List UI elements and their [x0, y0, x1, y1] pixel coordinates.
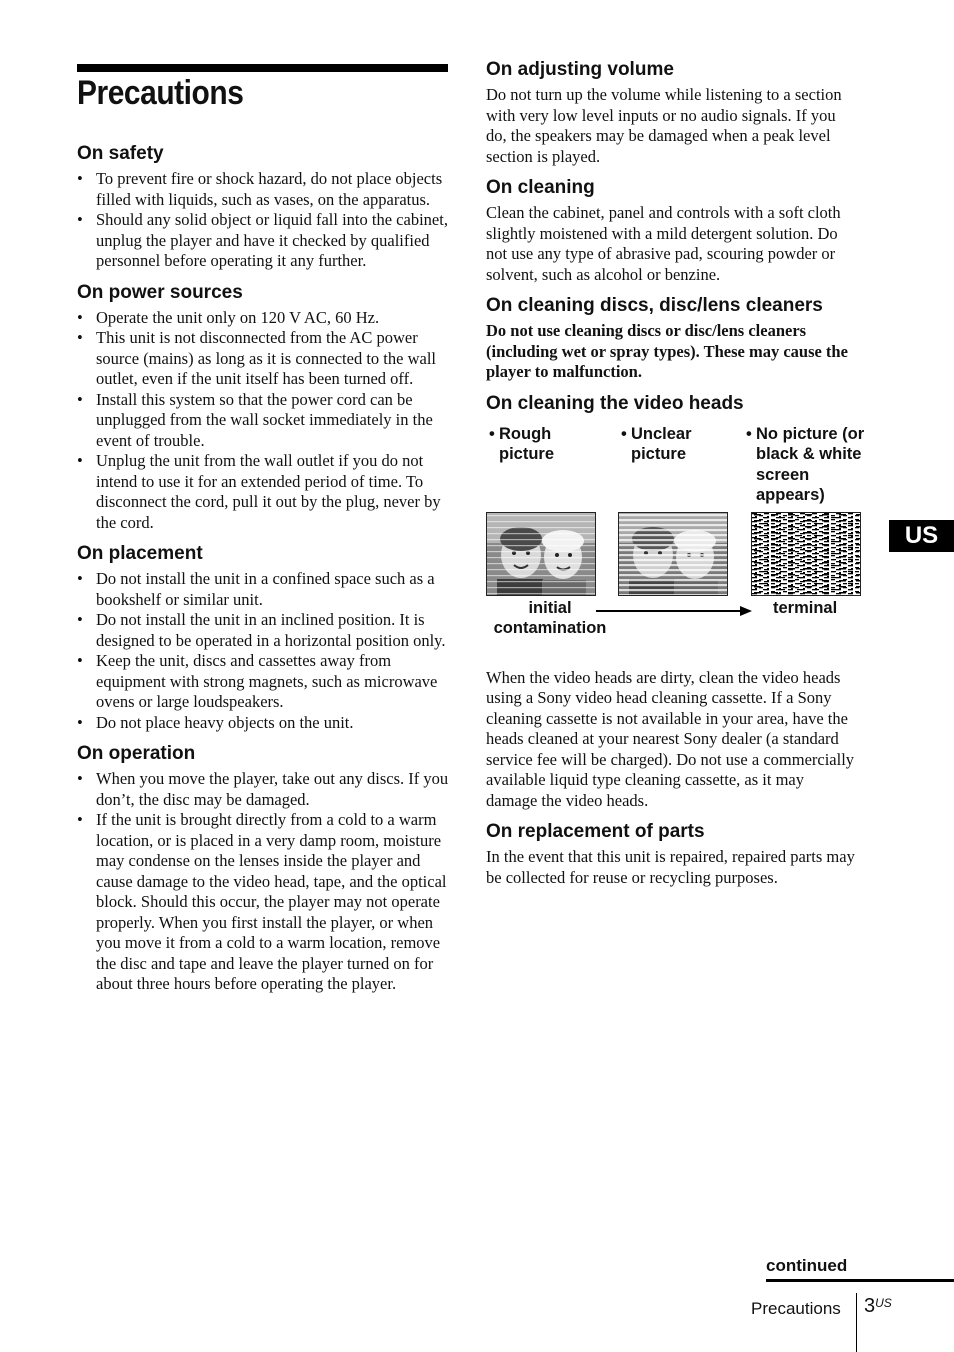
placement-heading: On placement	[77, 543, 203, 564]
section-volume	[486, 58, 856, 167]
page-number-suffix: US	[875, 1296, 892, 1310]
contamination-scale	[486, 596, 856, 646]
cleaning-heading: On cleaning	[486, 177, 595, 198]
video-heads-text: When the video heads are dirty, clean the video heads using a Sony video head cleaning cassette. If a Sony cleaning cassette is not available in your area, have the heads cleaned at your nearest Sony dealer (a standard service fee will be charged). Do not use a commercially available liquid type cleaning cassette, as it may damage the video heads.	[486, 667, 855, 810]
continued-label: continued	[766, 1256, 848, 1275]
list-item: • To prevent fire or shock hazard, do not place objects filled with liquids, such as vases, on the apparatus.	[77, 169, 449, 210]
label-no-picture: • No picture (or black & white screen appears)	[743, 424, 874, 506]
language-tab: US	[889, 520, 954, 552]
left-column	[77, 142, 449, 1004]
section-safety	[77, 142, 449, 272]
list-item: • When you move the player, take out any discs. If you don’t, the disc may be damaged.	[77, 769, 449, 810]
footer-divider	[856, 1293, 857, 1352]
footer-section-name: Precautions	[751, 1299, 841, 1318]
list-item: • Do not install the unit in an inclined position. It is designed to be operated in a horizontal position only.	[77, 610, 449, 651]
operation-heading: On operation	[77, 743, 196, 764]
unclear-picture-image	[618, 512, 728, 596]
list-item: • Install this system so that the power cord can be unplugged from the wall socket immediately in the event of trouble.	[77, 390, 449, 452]
scale-end-label: terminal	[773, 598, 838, 617]
list-item: • If the unit is brought directly from a cold to a warm location, or is placed in a very damp room, moisture may condense on the lenses inside the player and cause damage to the video head, tape, and the optical block. Should this occur, the player may not operate properly. When you first install the player, or when you move it from a cold to a warm location, remove the disc and tape and leave the player turned on for about three hours before operating the player.	[77, 810, 449, 995]
list-item: • Do not install the unit in a confined space such as a bookshelf or similar unit.	[77, 569, 449, 610]
section-placement	[77, 542, 449, 733]
section-operation	[77, 742, 449, 995]
footer-rule	[766, 1279, 954, 1282]
rough-picture-image	[486, 512, 596, 596]
discs-heading: On cleaning discs, disc/lens cleaners	[486, 295, 823, 316]
parts-heading: On replacement of parts	[486, 821, 705, 842]
discs-warning: Do not use cleaning discs or disc/lens cleaners (including wet or spray types). These may cause the player to malfunction.	[486, 321, 848, 381]
arrow-right-icon	[594, 604, 754, 618]
list-item: • Operate the unit only on 120 V AC, 60 Hz.	[77, 308, 449, 329]
section-cleaning-discs	[486, 294, 856, 383]
section-video-heads	[486, 392, 865, 812]
operation-list	[77, 769, 449, 995]
page-number-value: 3	[864, 1295, 876, 1317]
volume-text: Do not turn up the volume while listening to a section with very low level inputs or no audio signals. If you do, the speakers may be damaged when a peak level section is played.	[486, 85, 842, 166]
parts-text: In the event that this unit is repaired, repaired parts may be collected for reuse or recycling purposes.	[486, 847, 855, 887]
section-power-sources	[77, 281, 449, 534]
placement-list	[77, 569, 449, 733]
page-number	[864, 1295, 892, 1318]
volume-heading: On adjusting volume	[486, 59, 674, 80]
list-item: • Should any solid object or liquid fall into the cabinet, unplug the player and have it checked by qualified personnel before operating it any further.	[77, 210, 449, 272]
safety-list	[77, 169, 449, 272]
list-item: • This unit is not disconnected from the AC power source (mains) as long as it is connected to the wall outlet, even if the unit itself has been turned off.	[77, 328, 449, 390]
power-heading: On power sources	[77, 281, 243, 303]
picture-labels	[486, 424, 865, 512]
no-picture-image	[751, 512, 861, 596]
picture-samples	[486, 512, 856, 596]
video-heads-heading: On cleaning the video heads	[486, 392, 744, 414]
label-rough-picture: • Rough picture	[486, 424, 604, 465]
section-replacement-parts	[486, 820, 856, 888]
scale-start-label: initial contamination	[493, 598, 607, 637]
page-title: Precautions	[77, 74, 244, 112]
list-item: • Do not place heavy objects on the unit.	[77, 713, 449, 734]
safety-heading: On safety	[77, 143, 164, 164]
list-item: • Unplug the unit from the wall outlet if you do not intend to use it for an extended period of time. To disconnect the cord, pull it out by the plug, never by the cord.	[77, 451, 449, 533]
power-list	[77, 308, 449, 534]
list-item: • Keep the unit, discs and cassettes away from equipment with strong magnets, such as microwave ovens or large loudspeakers.	[77, 651, 449, 713]
cleaning-text: Clean the cabinet, panel and controls with a soft cloth slightly moistened with a mild detergent solution. Do not use any type of abrasive pad, scouring powder or solvent, such as alcohol or benzine.	[486, 203, 841, 284]
label-unclear-picture: • Unclear picture	[618, 424, 726, 465]
right-column	[486, 58, 865, 897]
title-rule	[77, 64, 448, 72]
section-cleaning	[486, 176, 856, 285]
